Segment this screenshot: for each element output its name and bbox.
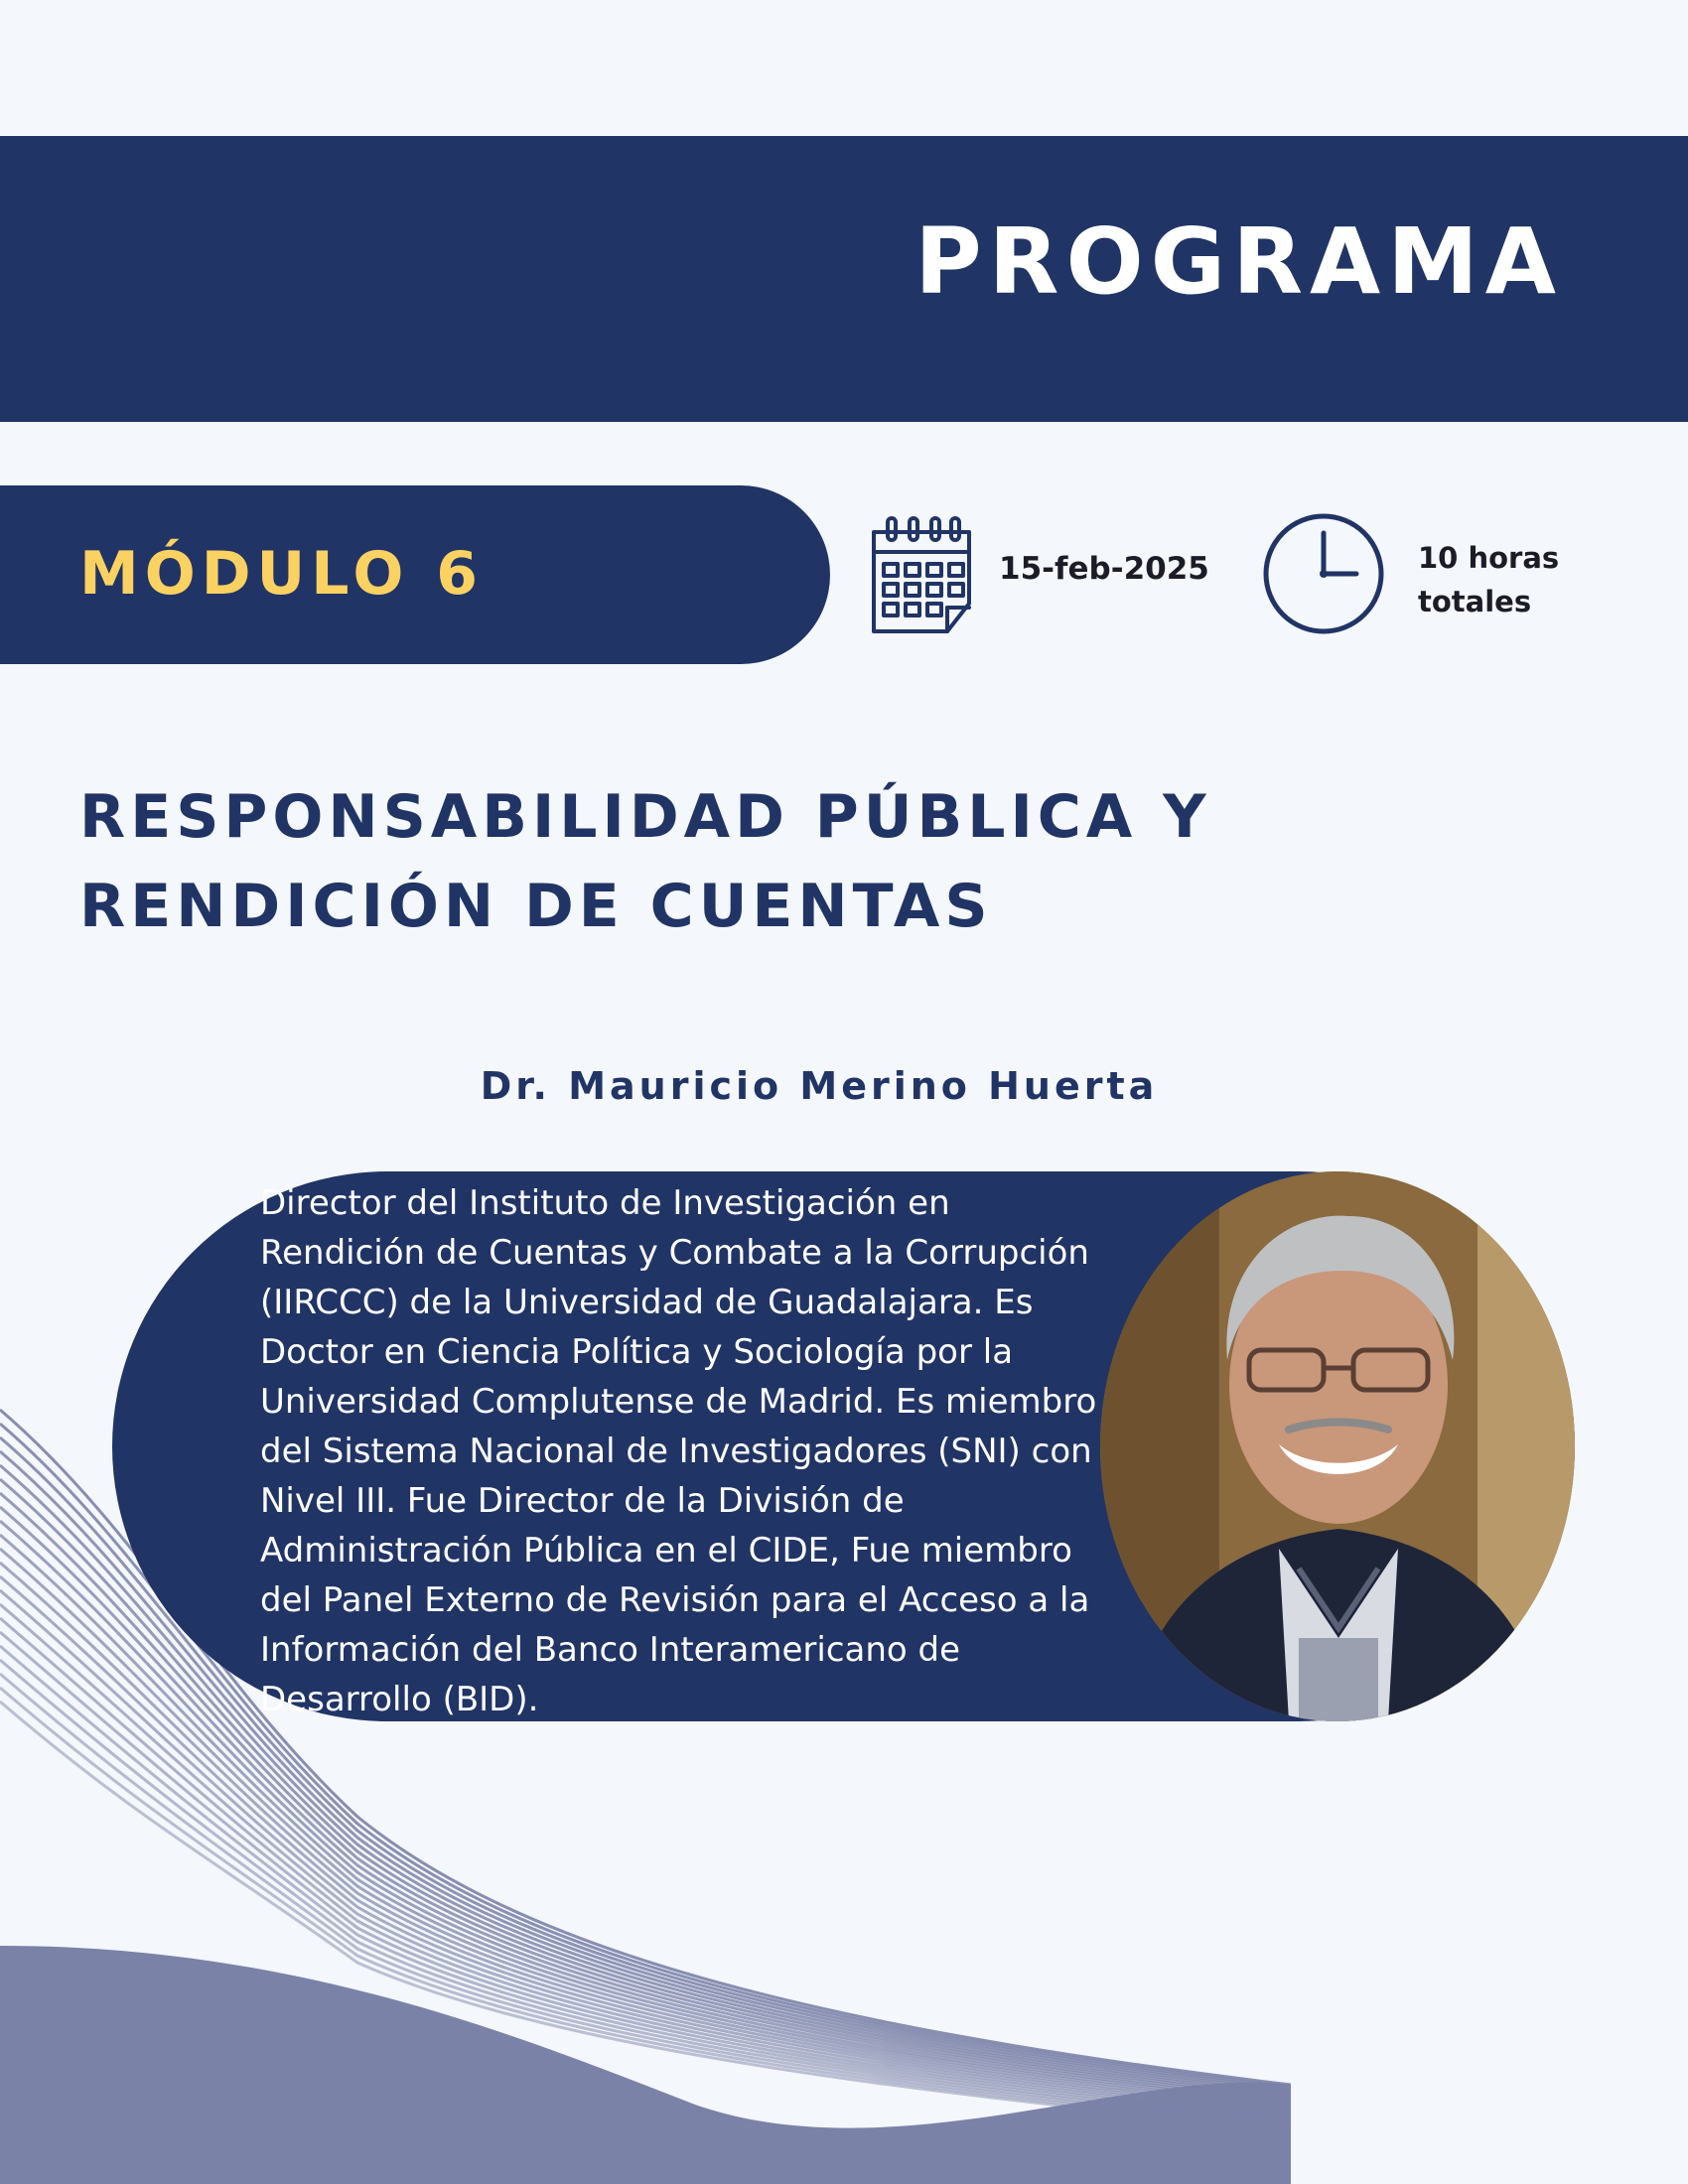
- module-date: 15-feb-2025: [999, 551, 1209, 587]
- speaker-name: Dr. Mauricio Merino Huerta: [480, 1064, 1159, 1108]
- speaker-bio: Director del Instituto de Investigación en Rendición de Cuentas y Combate a la Corrupción (IIRCCC) de la Universidad de Guadalajara. Es Doctor en Ciencia Política y Sociología por la Universidad Complutense de Madrid. Es miembro del Sistema Nacional de Investigadores (SNI) con Nivel III. Fue Director de la División de Administración Pública en el CIDE, Fue miembro del Panel Externo de Revisión para el Acceso a la Información del Banco Interamericano de Desarrollo (BID).: [260, 1183, 1097, 1719]
- module-label: MÓDULO 6: [79, 539, 484, 609]
- page-title: PROGRAMA: [914, 208, 1563, 315]
- speaker-photo: [1100, 1171, 1575, 1721]
- calendar-icon: [864, 510, 979, 635]
- module-hours: 10 horas totales: [1418, 541, 1560, 618]
- clock-icon: [1261, 511, 1386, 636]
- course-title: RESPONSABILIDAD PÚBLICA Y RENDICIÓN DE CUENTAS: [79, 782, 1211, 941]
